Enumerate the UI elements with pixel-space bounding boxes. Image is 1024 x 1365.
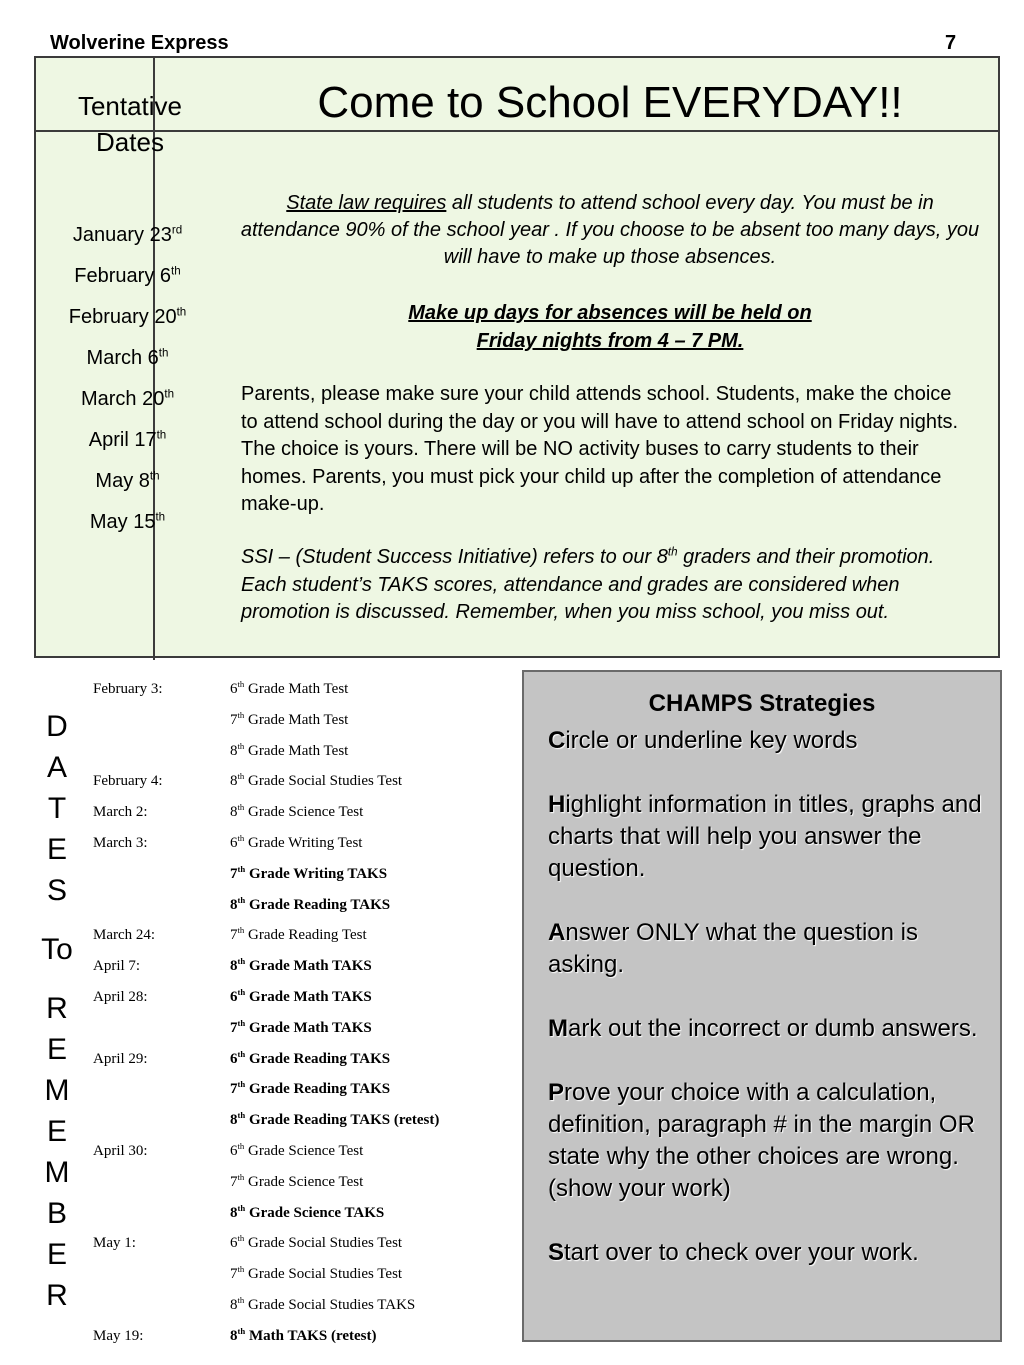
- vertical-letter: T: [47, 792, 67, 825]
- champs-item: [548, 1077, 988, 1205]
- champs-letter: H: [548, 791, 566, 818]
- attendance-headline: Come to School EVERYDAY!!: [317, 78, 903, 127]
- champs-item: [548, 917, 988, 981]
- ssi-text-before: SSI – (Student Success Initiative) refers to our 8: [241, 546, 668, 568]
- schedule-grade-suffix: th: [237, 1233, 245, 1244]
- schedule-date: May 1:: [93, 1235, 136, 1252]
- schedule-grade-number: 6: [230, 834, 238, 851]
- schedule-event: [230, 1046, 390, 1072]
- schedule-event: [230, 1292, 415, 1318]
- tentative-date-text: March 20: [80, 388, 165, 410]
- schedule-row: [93, 738, 513, 769]
- schedule-event-name: Math TAKS (retest): [245, 1327, 377, 1344]
- schedule-grade-number: 8: [230, 1204, 238, 1221]
- page-number: 7: [945, 32, 957, 54]
- champs-letter: S: [548, 1239, 565, 1266]
- schedule-grade-suffix: th: [237, 771, 245, 782]
- schedule-row: [93, 676, 513, 707]
- schedule-row: [93, 1107, 513, 1138]
- state-law-underlined: State law requires: [286, 192, 447, 214]
- vertical-letter: A: [46, 751, 67, 784]
- schedule-grade-suffix: th: [237, 894, 246, 905]
- schedule-row: [93, 953, 513, 984]
- schedule-date: February 3:: [93, 681, 163, 697]
- schedule-grade-number: 8: [230, 804, 238, 821]
- schedule-grade-number: 7: [230, 865, 238, 882]
- schedule-event-name: Grade Reading TAKS: [245, 896, 391, 913]
- schedule-event: [230, 1169, 363, 1195]
- schedule-grade-number: 7: [230, 1173, 238, 1190]
- schedule-date: April 28:: [93, 988, 148, 1005]
- tentative-date-suffix: th: [164, 387, 175, 401]
- schedule-grade-suffix: th: [237, 1325, 246, 1336]
- schedule-event-name: Grade Social Studies Test: [244, 773, 403, 790]
- schedule-event: [230, 922, 367, 948]
- schedule-event-name: Grade Math Test: [244, 681, 349, 697]
- schedule-event: [230, 984, 372, 1010]
- schedule-row: [93, 1261, 513, 1292]
- schedule-event: [230, 830, 362, 856]
- champs-text: ark out the incorrect or dumb answers.: [568, 1015, 978, 1042]
- schedule-event: [230, 768, 402, 794]
- champs-text: tart over to check over your work.: [564, 1239, 919, 1266]
- tentative-date-suffix: th: [156, 428, 167, 442]
- schedule-event: [230, 738, 348, 764]
- schedule-row: [93, 1015, 513, 1046]
- schedule-event-name: Grade Science Test: [244, 1173, 364, 1190]
- schedule-grade-suffix: th: [237, 709, 245, 720]
- tentative-date: [40, 429, 215, 470]
- newsletter-title: Wolverine Express: [50, 32, 229, 54]
- tentative-date-text: January 23: [72, 224, 172, 246]
- schedule-grade-number: 8: [230, 958, 238, 975]
- schedule-grade-number: 8: [230, 896, 238, 913]
- schedule-grade-suffix: th: [237, 1294, 245, 1305]
- schedule-grade-suffix: th: [237, 1264, 245, 1275]
- schedule-grade-number: 7: [230, 1081, 238, 1098]
- schedule-date: March 2:: [93, 804, 148, 821]
- schedule-date: May 19:: [93, 1327, 144, 1344]
- schedule-grade-number: 8: [230, 1327, 238, 1344]
- schedule-row: [93, 707, 513, 738]
- tentative-date: [40, 347, 215, 388]
- schedule-event: [230, 1200, 384, 1226]
- schedule-grade-suffix: th: [237, 1017, 246, 1028]
- schedule-event: [230, 1230, 402, 1256]
- tentative-date-suffix: th: [171, 264, 181, 278]
- tentative-date-text: May 15: [89, 511, 156, 533]
- schedule-row: [93, 1138, 513, 1169]
- champs-text: rove your choice with a calculation, definition, paragraph # in the margin OR state why the other choices are wrong. (show your work): [548, 1079, 975, 1202]
- champs-item: [548, 789, 988, 885]
- vertical-letter: E: [46, 1238, 67, 1271]
- schedule-event-name: Grade Math TAKS: [245, 988, 372, 1005]
- state-law-paragraph: [240, 190, 980, 271]
- tentative-date-text: March 6: [86, 347, 159, 369]
- schedule-event-name: Grade Math TAKS: [245, 958, 372, 975]
- schedule-row: [93, 1076, 513, 1107]
- schedule-grade-suffix: th: [237, 679, 245, 689]
- schedule-grade-number: 8: [230, 1112, 238, 1129]
- makeup-line1: Make up days for absences will be held on: [408, 302, 812, 324]
- champs-letter: M: [548, 1015, 568, 1042]
- schedule-event-name: Grade Math Test: [244, 742, 349, 759]
- schedule-event: [230, 1138, 363, 1164]
- schedule-row: [93, 1230, 513, 1261]
- vertical-letter: M: [44, 1156, 70, 1189]
- schedule-grade-number: 6: [230, 988, 238, 1005]
- champs-letter: C: [548, 727, 566, 754]
- schedule-grade-suffix: th: [237, 1110, 246, 1121]
- champs-strategies-list: [548, 725, 988, 1301]
- schedule-date: April 29:: [93, 1050, 148, 1067]
- schedule-event-name: Grade Science Test: [244, 804, 364, 821]
- schedule-grade-suffix: th: [237, 956, 246, 967]
- tentative-dates-heading: [50, 88, 210, 160]
- dates-to-remember-vertical-heading: [34, 706, 80, 1316]
- tentative-date-text: April 17: [88, 429, 157, 451]
- schedule-grade-number: 7: [230, 1019, 238, 1036]
- schedule-grade-suffix: th: [237, 1079, 246, 1090]
- schedule-grade-suffix: th: [237, 1202, 246, 1213]
- champs-item: [548, 1237, 988, 1269]
- schedule-grade-number: 6: [230, 1142, 238, 1159]
- tentative-date-suffix: th: [158, 346, 169, 360]
- schedule-event-name: Grade Writing TAKS: [245, 865, 388, 882]
- vertical-letter: E: [46, 833, 67, 866]
- schedule-row: [93, 1169, 513, 1200]
- schedule-row: [93, 892, 513, 923]
- champs-letter: A: [548, 919, 566, 946]
- schedule-grade-suffix: th: [237, 1171, 245, 1182]
- schedule-date: March 3:: [93, 834, 148, 851]
- tentative-date: [40, 388, 215, 429]
- tentative-heading-line2: Dates: [96, 127, 164, 157]
- schedule-event-name: Grade Writing Test: [244, 834, 363, 851]
- vertical-letter: E: [46, 1115, 67, 1148]
- schedule-grade-suffix: th: [237, 832, 245, 843]
- schedule-grade-suffix: th: [237, 1048, 246, 1059]
- champs-letter: P: [548, 1079, 565, 1106]
- vertical-letter: D: [46, 710, 68, 743]
- schedule-row: [93, 830, 513, 861]
- tentative-date-text: May 8: [95, 470, 150, 492]
- schedule-event: [230, 676, 348, 702]
- schedule-row: [93, 1046, 513, 1077]
- tentative-heading-line1: Tentative: [77, 91, 183, 121]
- test-schedule: [93, 676, 513, 1354]
- vertical-letter: E: [46, 1033, 67, 1066]
- schedule-event: [230, 1323, 376, 1349]
- schedule-event-name: Grade Social Studies Test: [244, 1266, 403, 1283]
- schedule-event-name: Grade Social Studies Test: [244, 1235, 403, 1252]
- schedule-date: April 30:: [93, 1142, 148, 1159]
- schedule-row: [93, 1200, 513, 1231]
- vertical-letter: M: [44, 1074, 70, 1107]
- schedule-event: [230, 1076, 390, 1102]
- schedule-date: April 7:: [93, 958, 141, 975]
- champs-item: [548, 1013, 988, 1045]
- schedule-grade-number: 7: [230, 927, 238, 944]
- schedule-grade-number: 8: [230, 742, 238, 759]
- vertical-spacer: [34, 970, 80, 988]
- champs-title: CHAMPS Strategies: [648, 690, 876, 717]
- vertical-letter: R: [46, 1279, 68, 1312]
- state-law-text: all students to attend school every day. You must be in attendance 90% of the school year . If you choose to be absent too many days, you will have to make up those absences.: [240, 192, 980, 268]
- schedule-grade-number: 6: [230, 1050, 238, 1067]
- tentative-date-suffix: th: [176, 305, 187, 319]
- schedule-grade-suffix: th: [237, 863, 246, 874]
- champs-text: ighlight information in titles, graphs and charts that will help you answer the question.: [548, 791, 982, 882]
- schedule-grade-suffix: th: [237, 925, 245, 936]
- schedule-event: [230, 707, 348, 733]
- schedule-row: [93, 1323, 513, 1354]
- parents-paragraph: Parents, please make sure your child attends school. Students, make the choice to attend school during the day or you will have to attend school on Friday nights. The choice is yours. There will be NO activity buses to carry students to their homes. Parents, you must pick your child up after the completion of attendance make-up.: [241, 383, 959, 515]
- schedule-event-name: Grade Reading TAKS (retest): [245, 1112, 440, 1129]
- schedule-event: [230, 953, 372, 979]
- schedule-date: March 24:: [93, 927, 156, 944]
- schedule-row: [93, 768, 513, 799]
- makeup-line2: Friday nights from 4 – 7 PM.: [476, 330, 744, 352]
- schedule-grade-number: 8: [230, 1296, 238, 1313]
- makeup-days-notice: [240, 299, 980, 355]
- schedule-grade-number: 6: [230, 681, 238, 697]
- schedule-grade-suffix: th: [237, 986, 246, 997]
- champs-item: [548, 725, 988, 757]
- schedule-row: [93, 922, 513, 953]
- schedule-row: [93, 799, 513, 830]
- tentative-date: [40, 470, 215, 511]
- schedule-grade-number: 7: [230, 711, 238, 728]
- schedule-event: [230, 799, 363, 825]
- champs-text: ircle or underline key words: [565, 727, 858, 754]
- schedule-date: February 4:: [93, 773, 163, 790]
- schedule-row: [93, 984, 513, 1015]
- schedule-event-name: Grade Math TAKS: [245, 1019, 372, 1036]
- schedule-grade-number: 7: [230, 1266, 238, 1283]
- tentative-date-suffix: th: [149, 469, 160, 483]
- schedule-event: [230, 1261, 402, 1287]
- tentative-date: [40, 306, 215, 347]
- ssi-superscript: th: [667, 545, 678, 559]
- schedule-grade-suffix: th: [237, 1140, 245, 1151]
- tentative-date-suffix: th: [155, 510, 166, 524]
- vertical-letter: B: [46, 1197, 67, 1230]
- vertical-letter: S: [46, 874, 67, 907]
- schedule-event-name: Grade Science TAKS: [245, 1204, 385, 1221]
- schedule-event-name: Grade Math Test: [244, 711, 349, 728]
- tentative-date: [40, 224, 215, 265]
- schedule-event-name: Grade Science Test: [244, 1142, 364, 1159]
- vertical-letter: R: [46, 992, 68, 1025]
- schedule-row: [93, 1292, 513, 1323]
- ssi-text-after: graders and their promotion. Each student’s TAKS scores, attendance and grades are considered when promotion is discussed. Remember, when you miss school, you miss out.: [241, 546, 935, 623]
- schedule-event-name: Grade Reading TAKS: [245, 1081, 391, 1098]
- tentative-date-text: February 6: [74, 265, 172, 287]
- schedule-grade-number: 8: [230, 773, 238, 790]
- schedule-grade-suffix: th: [237, 740, 245, 751]
- schedule-event-name: Grade Reading TAKS: [245, 1050, 391, 1067]
- tentative-dates-list: [40, 224, 215, 552]
- tentative-date-suffix: rd: [171, 223, 183, 237]
- schedule-grade-suffix: th: [237, 802, 245, 813]
- vertical-spacer: [34, 911, 80, 929]
- tentative-date: [40, 265, 215, 306]
- champs-text: nswer ONLY what the question is asking.: [548, 919, 918, 978]
- schedule-event-name: Grade Reading Test: [244, 927, 367, 944]
- schedule-row: [93, 861, 513, 892]
- vertical-word-to: To: [41, 933, 73, 966]
- schedule-event-name: Grade Social Studies TAKS: [244, 1296, 416, 1313]
- schedule-event: [230, 1015, 372, 1041]
- schedule-event: [230, 861, 387, 887]
- schedule-grade-number: 6: [230, 1235, 238, 1252]
- ssi-paragraph: [241, 544, 971, 627]
- tentative-date-text: February 20: [68, 306, 177, 328]
- schedule-event: [230, 1107, 439, 1133]
- tentative-date: [40, 511, 215, 552]
- schedule-event: [230, 892, 390, 918]
